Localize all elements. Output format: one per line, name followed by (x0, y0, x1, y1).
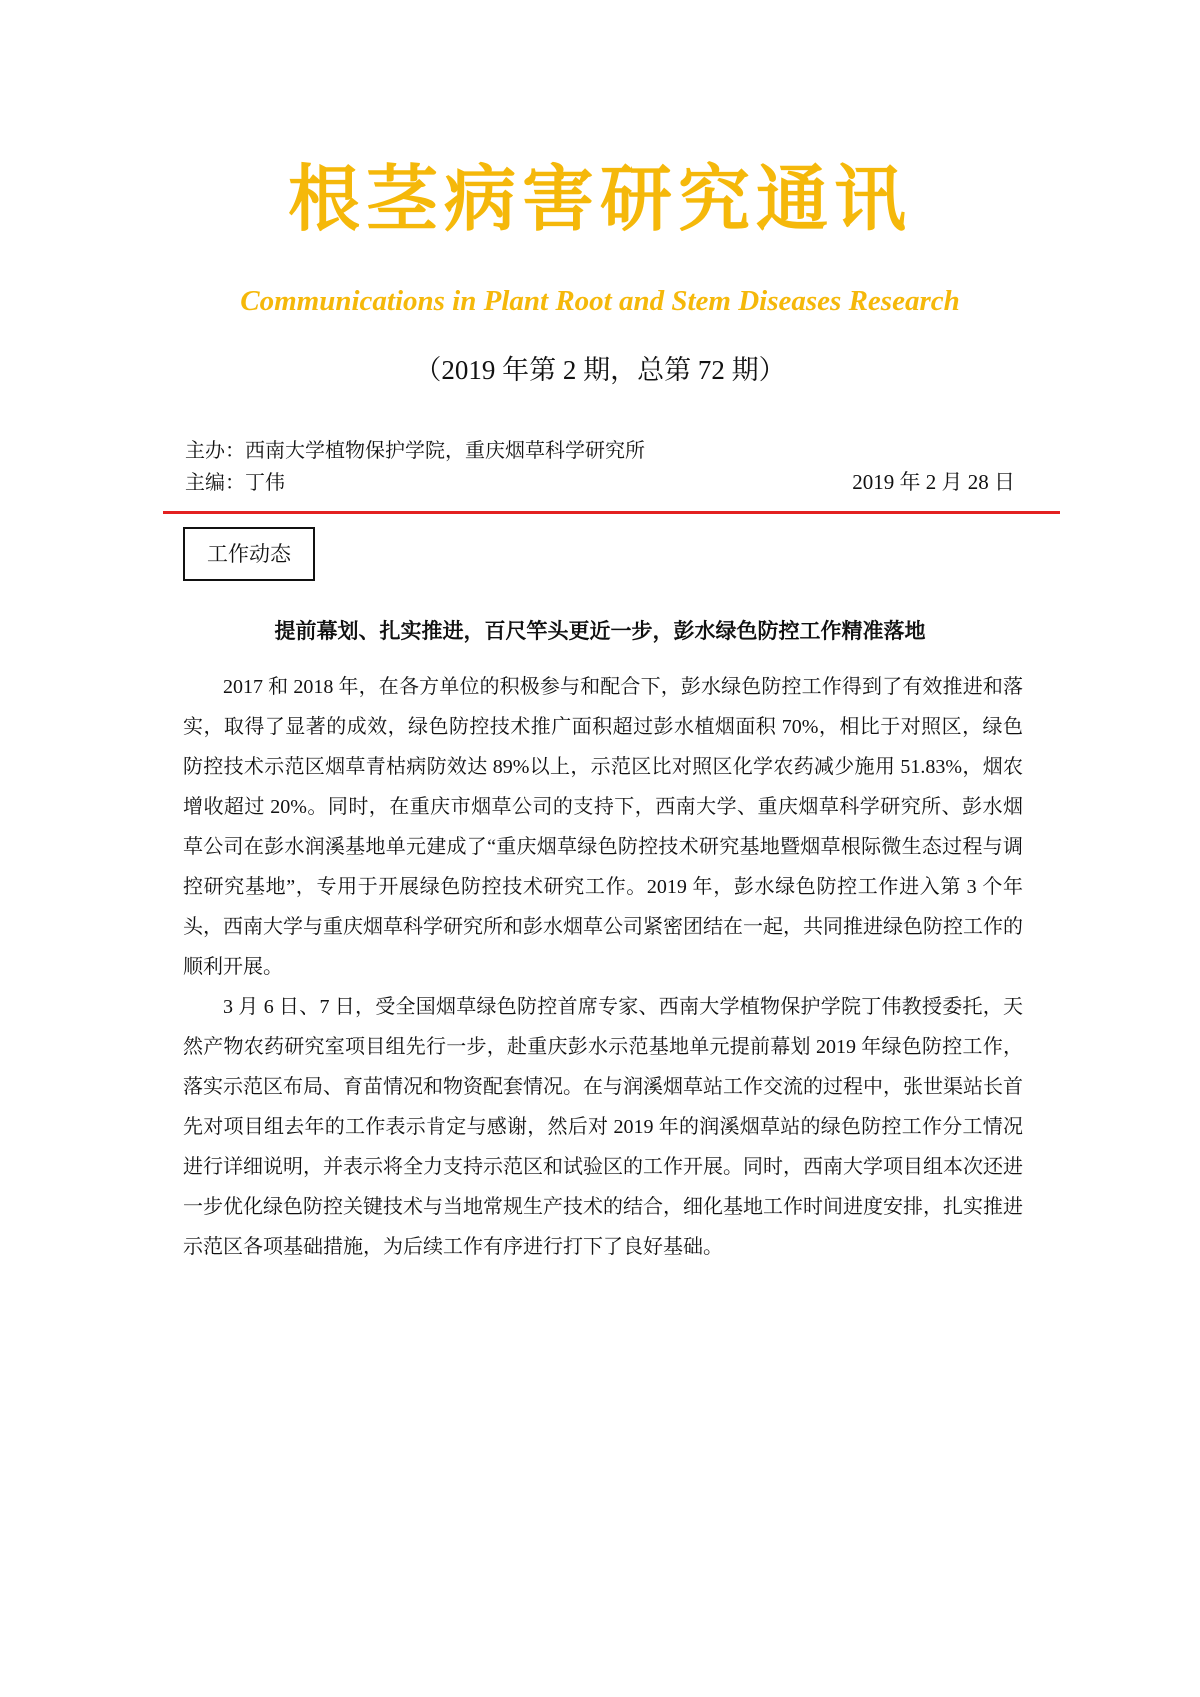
publication-date: 2019 年 2 月 28 日 (852, 470, 1015, 494)
editor-name: 主编：丁伟 (185, 472, 285, 494)
newsletter-title-cn: 根茎病害研究通讯 (287, 157, 912, 241)
article-title: 提前幕划、扎实推进，百尺竿头更近一步，彭水绿色防控工作精准落地 (274, 619, 926, 643)
article-paragraph: 3 月 6 日、7 日，受全国烟草绿色防控首席专家、西南大学植物保护学院丁伟教授委托，天然产物农药研究室项目组先行一步，赴重庆彭水示范基地单元提前幕划 2019 年绿色防控工作，落实示范区布局、育苗情况和物资配套情况。在与润溪烟草站工作交流的过程中，张世渠站长首先对项目组去年的工作表示肯定与感谢，然后对 2019 年的润溪烟草站的绿色防控工作分工情况进行详细说明，并表示将全力支持示范区和试验区的工作开展。同时，西南大学项目组本次还进一步优化绿色防控关键技术与当地常规生产技术的结合，细化基地工作时间进度安排，扎实推进示范区各项基础措施，为后续工作有序进行打下了良好基础。 (183, 996, 1023, 1258)
article-body (183, 667, 1023, 1267)
issue-number: （2019 年第 2 期，总第 72 期） (414, 355, 786, 385)
article-paragraph: 2017 和 2018 年，在各方单位的积极参与和配合下，彭水绿色防控工作得到了有效推进和落实，取得了显著的成效，绿色防控技术推广面积超过彭水植烟面积 70%，相比于对照区，绿色防控技术示范区烟草青枯病防效达 89%以上，示范区比对照区化学农药减少施用 51.83%，烟农增收超过 20%。同时，在重庆市烟草公司的支持下，西南大学、重庆烟草科学研究所、彭水烟草公司在彭水润溪基地单元建成了“重庆烟草绿色防控技术研究基地暨烟草根际微生态过程与调控研究基地”，专用于开展绿色防控技术研究工作。2019 年，彭水绿色防控工作进入第 3 个年头，西南大学与重庆烟草科学研究所和彭水烟草公司紧密团结在一起，共同推进绿色防控工作的顺利开展。 (183, 676, 1023, 978)
newsletter-title-en: Communications in Plant Root and Stem Diseases Research (240, 285, 960, 317)
section-label: 工作动态 (183, 527, 315, 581)
sponsor-line: 主办：西南大学植物保护学院，重庆烟草科学研究所 (185, 440, 645, 462)
editor-line (185, 466, 1015, 495)
red-divider (163, 511, 1060, 514)
